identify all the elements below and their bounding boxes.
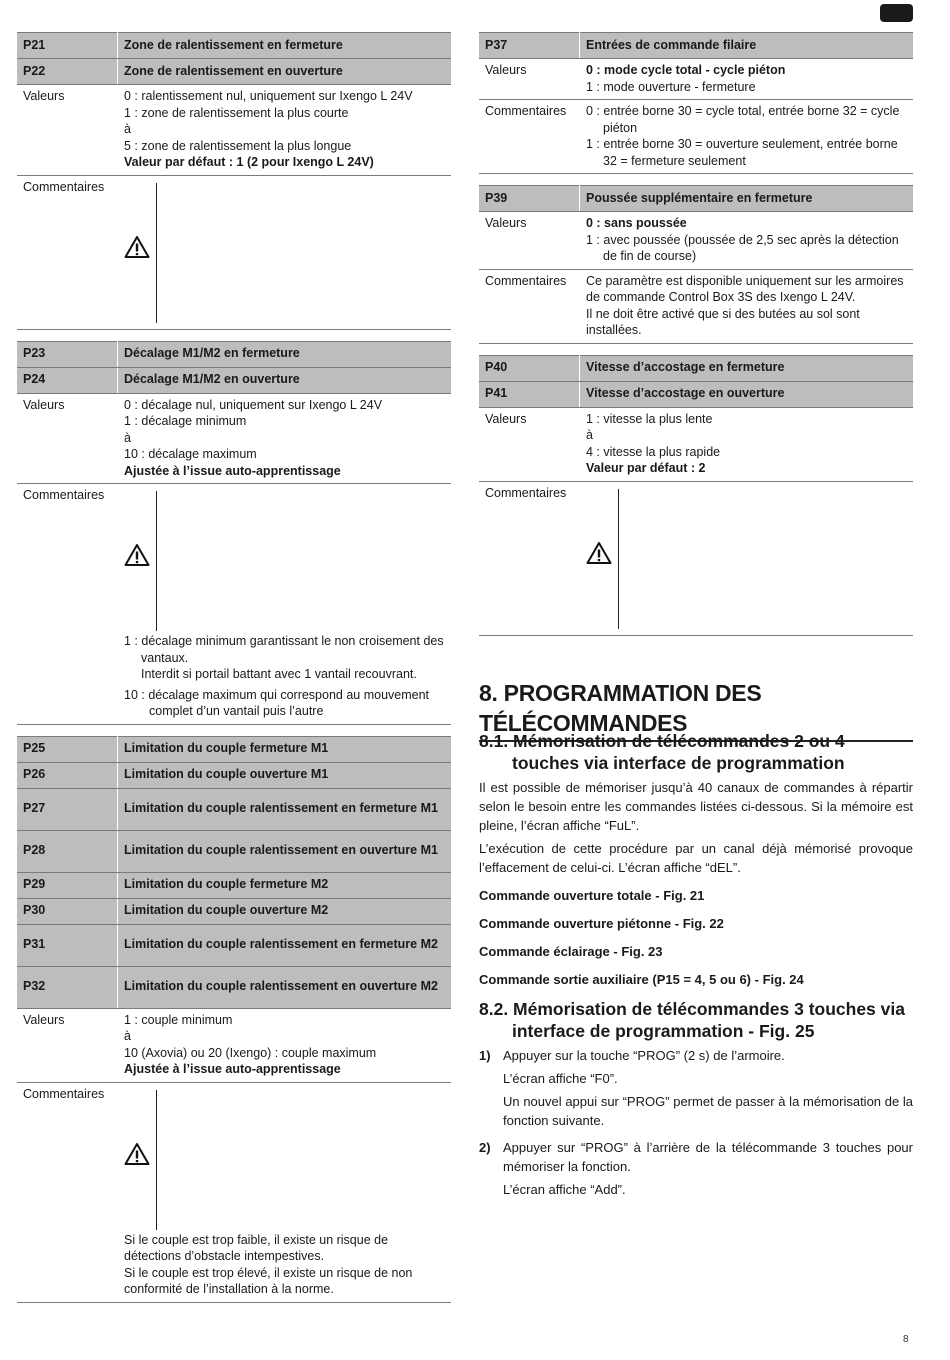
comments-label: Commentaires [479,269,580,343]
param-code: P21 [17,33,118,59]
param-title: Limitation du couple ouverture M2 [118,898,452,924]
default-value: 0 : mode cycle total - cycle piéton [586,63,786,77]
param-title: Vitesse d’accostage en ouverture [580,381,914,407]
values-cell: 0 : sans poussée 1 : avec poussée (poussée de 2,5 sec après la détection de fin de course) [580,212,914,270]
param-table-p37 [479,32,913,174]
param-code: P39 [479,186,580,212]
param-title: Limitation du couple ralentissement en fermeture M1 [118,788,452,830]
command-item: Commande sortie auxiliaire (P15 = 4, 5 ou 6) - Fig. 24 [479,972,804,987]
comments-cell: Si le couple est trop faible, il existe un risque de détections d’obstacle intempestives. Si le couple est trop élevé, il existe un risque de non conformité de l’installation à la norme. [118,1082,452,1302]
image-placeholder-line [156,183,157,323]
page-tab [880,4,913,22]
param-title: Poussée supplémentaire en fermeture [580,186,914,212]
values-label: Valeurs [17,85,118,176]
section-title: 8. PROGRAMMATION DES TÉLÉCOMMANDES [479,678,913,742]
comments-cell: 0 : entrée borne 30 = cycle total, entrée borne 32 = cycle piéton 1 : entrée borne 30 = ouverture seulement, entrée borne 32 = fermeture seulement [580,100,914,174]
subsection-8-2 [479,998,913,1207]
values-label: Valeurs [479,407,580,481]
param-title: Limitation du couple ouverture M1 [118,762,452,788]
default-value: 0 : sans poussée [586,216,687,230]
paragraph: L’exécution de cette procédure par un canal déjà mémorisé provoque l’effacement de celui-ci. L’écran affiche “dEL”. [479,841,913,875]
comments-label: Commentaires [479,481,580,635]
values-label: Valeurs [17,393,118,484]
default-value: Ajustée à l’issue auto-apprentissage [124,463,341,478]
comments-cell: Ce paramètre est disponible uniquement sur les armoires de commande Control Box 3S des Ixengo L 24V. Il ne doit être activé que si des butées au sol sont installées. [580,269,914,343]
subsection-8-1 [479,730,913,998]
command-item: Commande éclairage - Fig. 23 [479,944,663,959]
param-title: Limitation du couple ralentissement en ouverture M1 [118,830,452,872]
step-item: 1) Appuyer sur la touche “PROG” (2 s) de l’armoire. L’écran affiche “F0”. Un nouvel appui sur “PROG” permet de passer à la mémorisation de la fonction suivante. [479,1046,913,1134]
param-title: Zone de ralentissement en ouverture [118,59,452,85]
values-label: Valeurs [479,59,580,100]
param-title: Limitation du couple ralentissement en fermeture M2 [118,924,452,966]
param-code: P37 [479,33,580,59]
subsection-title: 8.2. Mémorisation de télécommandes 3 touches via interface de programmation - Fig. 25 [479,999,905,1041]
comments-label: Commentaires [17,1082,118,1302]
comments-cell: 1 : décalage minimum garantissant le non croisement des vantaux. Interdit si portail battant avec 1 vantail recouvrant. 10 : décalage maximum qui correspond au mouvement complet d’un vantail puis l’autre [118,484,452,725]
values-cell: 1 : vitesse la plus lente à 4 : vitesse la plus rapide Valeur par défaut : 2 [580,407,914,481]
values-cell: 0 : ralentissement nul, uniquement sur Ixengo L 24V 1 : zone de ralentissement la plus courte à 5 : zone de ralentissement la plus longue Valeur par défaut : 1 (2 pour Ixengo L 24V) [118,85,452,176]
param-code: P29 [17,872,118,898]
step-number: 1) [479,1048,491,1063]
command-item: Commande ouverture piétonne - Fig. 22 [479,916,724,931]
param-title: Limitation du couple ralentissement en ouverture M2 [118,966,452,1008]
image-placeholder-line [156,491,157,631]
warning-icon [124,1142,150,1166]
image-placeholder-line [156,1090,157,1230]
values-label: Valeurs [17,1008,118,1082]
default-value: Ajustée à l’issue auto-apprentissage [124,1062,341,1076]
comments-label: Commentaires [479,100,580,174]
param-title: Zone de ralentissement en fermeture [118,33,452,59]
param-code: P28 [17,830,118,872]
comments-cell [118,175,452,329]
command-item: Commande ouverture totale - Fig. 21 [479,888,705,903]
param-code: P23 [17,341,118,367]
left-column [17,32,451,1303]
param-code: P26 [17,762,118,788]
param-table-p23-p24 [17,341,451,725]
paragraph: Il est possible de mémoriser jusqu’à 40 canaux de commandes à répartir selon le besoin entre les commandes listées ci-dessous. Si la mémoire est pleine, l’écran affiche “FuL”. [479,780,913,833]
param-table-p21-p22 [17,32,451,330]
values-cell: 0 : décalage nul, uniquement sur Ixengo L 24V 1 : décalage minimum à 10 : décalage maximum Ajustée à l’issue auto-apprentissage [118,393,452,484]
param-table-p39 [479,185,913,344]
param-code: P22 [17,59,118,85]
comments-label: Commentaires [17,175,118,329]
param-code: P24 [17,367,118,393]
param-code: P25 [17,736,118,762]
param-title: Entrées de commande filaire [580,33,914,59]
comments-cell [580,481,914,635]
warning-icon [124,543,150,567]
default-value: Valeur par défaut : 1 (2 pour Ixengo L 24V) [124,155,374,169]
param-title: Limitation du couple fermeture M1 [118,736,452,762]
page-number: 8 [903,1334,909,1345]
param-title: Vitesse d’accostage en fermeture [580,355,914,381]
param-code: P41 [479,381,580,407]
image-placeholder-line [618,489,619,629]
values-cell: 0 : mode cycle total - cycle piéton 1 : mode ouverture - fermeture [580,59,914,100]
param-code: P40 [479,355,580,381]
step-number: 2) [479,1140,491,1155]
warning-icon [586,541,612,565]
param-code: P27 [17,788,118,830]
default-value: Valeur par défaut : 2 [586,461,706,475]
param-title: Limitation du couple fermeture M2 [118,872,452,898]
comments-label: Commentaires [17,484,118,725]
step-item: 2) Appuyer sur “PROG” à l’arrière de la télécommande 3 touches pour mémoriser la fonction. L’écran affiche “Add”. [479,1138,913,1203]
param-code: P31 [17,924,118,966]
param-table-p40-p41 [479,355,913,636]
values-label: Valeurs [479,212,580,270]
param-code: P30 [17,898,118,924]
subsection-title: 8.1. Mémorisation de télécommandes 2 ou 4 touches via interface de programmation [479,731,845,773]
param-title: Décalage M1/M2 en ouverture [118,367,452,393]
values-cell: 1 : couple minimum à 10 (Axovia) ou 20 (Ixengo) : couple maximum Ajustée à l’issue auto-apprentissage [118,1008,452,1082]
right-column [479,32,913,636]
warning-icon [124,235,150,259]
param-table-p25-p32 [17,736,451,1303]
param-title: Décalage M1/M2 en fermeture [118,341,452,367]
param-code: P32 [17,966,118,1008]
